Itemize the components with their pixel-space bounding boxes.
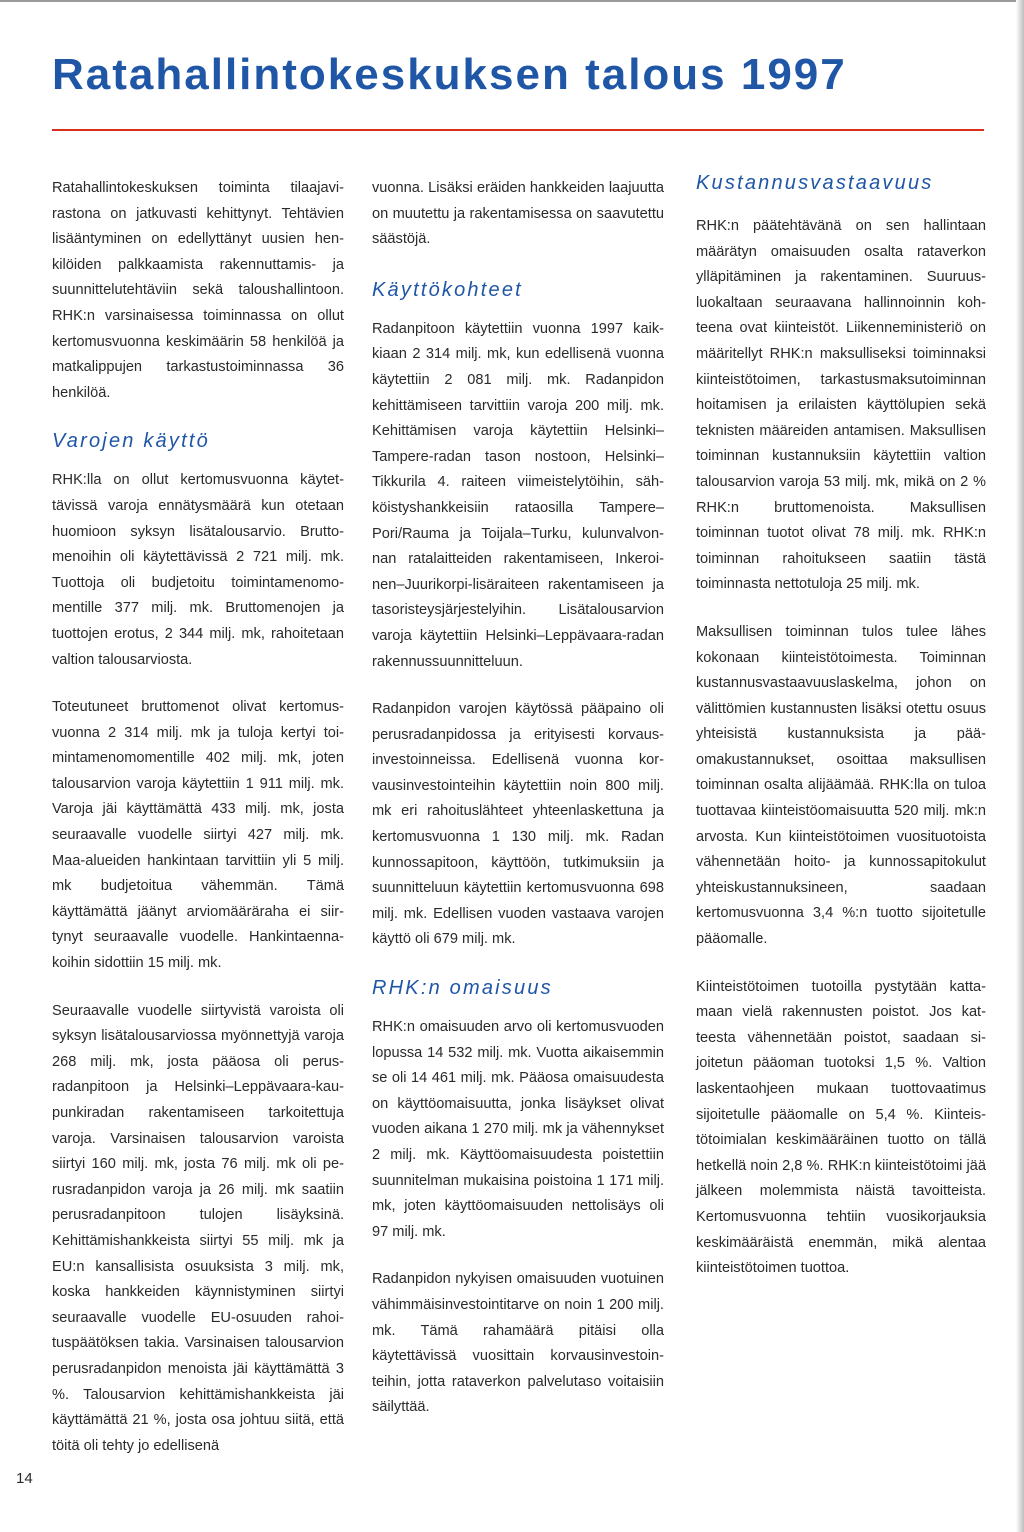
paragraph: RHK:lla on ollut kertomusvuonna käytettävissä varoja ennätysmäärä kun otetaan huomioon syksyn lisätalousarvio. Bruttomenoihin oli käytettävissä 2 721 milj. mk. Tuottoja oli budjetoitu toimintamenomomentille 377 milj. mk. Bruttomenojen ja tuottojen erotus, 2 344 milj. mk, rahoitetaan valtion talousarviosta. [52,472,344,668]
paragraph: Radanpitoon käytettiin vuonna 1997 kaikkiaan 2 314 milj. mk, kun edellisenä vuonna käytettiin 2 081 milj. mk. Radanpidon kehittämiseen tarvittiin varoja 200 milj. mk. Kehittämisen varoja käytettiin Helsinki–Tampere-radan tason nostoon, Helsinki–Tikkurila 4. raiteen viimeistelytöihin, sähköistyshankkeisiin rataosilla Tampere–Pori/Rauma ja Toijala–Turku, kulunvalvonnan ratalaitteiden rakentamiseen, Inkeroinen–Juurikorpi-lisäraiteen rakentamiseen ja tasoristeysjärjestelyihin. Lisätalousarvion varoja käytettiin Helsinki–Leppävaara-radan rakennussuunnitteluun. [372,320,664,670]
top-border-rule [0,0,1024,2]
section-heading-kayttokohteet: Käyttökohteet [372,278,523,301]
paragraph: Toteutuneet bruttomenot olivat kertomusvuonna 2 314 milj. mk ja tuloja kertyi toimintamenomomentille 402 milj. mk, joten talousarvion varoja käytettiin 1 911 milj. mk. Varoja jäi käyttämättä 433 milj. mk, josta seuraavalle vuodelle siirtyi 427 milj. mk. Maa-alueiden hankintaan tarvittiin yli 5 milj. mk budjetoitua vähemmän. Tämä käyttämättä jäänyt arviomääräraha ei siirtynyt seuraavalle vuodelle. Hankintaennakoihin sidottiin 15 milj. mk. [52,699,344,972]
intro-paragraph: Ratahallintokeskuksen toiminta tilaajavirastona on jatkuvasti kehittynyt. Tehtävien lisääntyminen on edellyttänyt uusien henkilöiden palkkaamista rakennuttamis- ja suunnittelutehtäviin sekä taloushallintoon. RHK:n varsinaisessa toiminnassa on ollut kertomusvuonna keskimäärin 58 henkilöä ja matkalippujen tarkastustoiminnassa 36 henkilöä. [52,180,344,401]
text-column-3 [696,172,986,1304]
section-heading-varojen-kaytto: Varojen käyttö [52,430,210,453]
text-column-1 [52,176,344,1481]
title-underline-rule [52,129,984,131]
section-heading-kustannusvastaavuus: Kustannusvastaavuus [696,172,934,194]
paragraph: Radanpidon varojen käytössä pääpaino oli perusradanpidossa ja erityisesti korvausinvestoinneissa. Edellisenä vuonna korvausinvestointeihin käytettiin noin 800 milj. mk eri rahoituslähteet yhteenlaskettuna ja kertomusvuonna 1 130 milj. mk. Radan kunnossapitoon, käyttöön, tutkimuksiin ja suunnitteluun käytettiin kertomusvuonna 698 milj. mk. Edellisen vuoden vastaava varojen käyttö oli 679 milj. mk. [372,701,664,948]
page-number: 14 [16,1470,33,1487]
section-heading-rhk-omaisuus: RHK:n omaisuus [372,977,553,1000]
paragraph: Seuraavalle vuodelle siirtyvistä varoista oli syksyn lisätalousarviossa myönnettyjä varoja 268 milj. mk, josta pääosa oli perusradanpitoon ja Helsinki–Leppävaara-kaupunkiradan rakentamiseen tarkoitettuja varoja. Varsinaisen talousarvion varoista siirtyi 160 milj. mk, josta 76 milj. mk oli perusradanpidon varoja ja 26 milj. mk saatiin perusradanpitoon tulojen lisäyksinä. Kehittämishankkeista siirtyi 55 milj. mk ja EU:n kansallisista osuuksista 3 milj. mk, koska hankkeiden käynnistyminen siirtyi seuraavalle vuodelle EU-osuuden rahoituspäätöksen takia. Varsinaisen talousarvion perusradanpidon menoista jäi käyttämättä 3 %. Talousarvion kehittämishankkeista jäi käyttämättä 21 %, josta osa johtuu siitä, että töitä oli tehty jo edellisenä [52,1002,344,1454]
paragraph: Radanpidon nykyisen omaisuuden vuotuinen vähimmäisinvestointitarve on noin 1 200 milj. mk. Tämä rahamäärä pitäisi olla käytettävissä vuosittain korvausinvestointeihin, jotta rataverkon palvelutaso voitaisiin säilyttää. [372,1271,664,1416]
paragraph: RHK:n päätehtävänä on sen hallintaan määrätyn omaisuuden osalta rataverkon ylläpitäminen ja rakentaminen. Suuruusluokaltaan seuraavana hallinnoinnin kohteena ovat kiinteistöt. Liikenneministeriö on määritellyt RHK:n maksulliseksi toiminnaksi kiinteistötoimen, tarkastusmaksutoiminnan hoitamisen ja erilaisten käyttölupien sekä teknisten määreiden antamisen. Maksullisen toiminnan kustannuksiin käytettiin valtion talousarvion varoja 53 milj. mk, mikä on 2 % RHK:n bruttomenoista. Maksullisen toiminnan tuotot olivat 78 milj. mk. RHK:n toiminnan rahoitukseen saatiin tästä toiminnasta nettotuloja 25 milj. mk. [696,218,986,593]
continued-paragraph: vuonna. Lisäksi eräiden hankkeiden laajuutta on muutettu ja rakentamisessa on saavutettu säästöjä. [372,180,664,248]
paragraph: RHK:n omaisuuden arvo oli kertomusvuoden lopussa 14 532 milj. mk. Vuotta aikaisemmin se oli 14 461 milj. mk. Pääosa omaisuudesta on käyttöomaisuutta, jonka lisäykset olivat vuoden aikana 1 270 milj. mk ja vähennykset 2 milj. mk. Käyttöomaisuudesta poistettiin suunnitelman mukaisina poistoina 1 171 milj. mk, joten käyttöomaisuuden nettolisäys oli 97 milj. mk. [372,1019,664,1240]
page-title: Ratahallintokeskuksen talous 1997 [52,50,847,99]
text-column-2 [372,176,664,1443]
paragraph: Kiinteistötoimen tuotoilla pystytään kattamaan vielä rakennusten poistot. Jos katteesta vähennetään poistot, saadaan sijoitetun pääoman tuotoksi 1,5 %. Valtion laskentaohjeen mukaan tuottovaatimus sijoitetulle pääomalle on 5,4 %. Kiinteistötoimialan keskimääräinen tuotto on tällä hetkellä noin 2,8 %. RHK:n kiinteistötoimi jää jälkeen molemmista näistä tavoitteista. Kertomusvuonna tehtiin vuosikorjauksia keskimääräistä enemmän, mikä alentaa kiinteistötoimen tuottoa. [696,978,986,1277]
page-edge-shadow [1016,0,1024,1532]
paragraph: Maksullisen toiminnan tulos tulee lähes kokonaan kiinteistötoimesta. Toiminnan kustannusvastaavuuslaskelma, johon on välittömien kustannusten lisäksi otettu osuus yhteisistä kustannuksista ja pääomakustannukset, osoittaa maksullisen toiminnan osalta alijäämää. RHK:lla on tuloa tuottavaa kiinteistöomaisuutta 520 milj. mk:n arvosta. Kun kiinteistötoimen vuosituotoista vähennetään hoito- ja kunnossapitokulut yhteiskustannuksineen, saadaan kertomusvuonna 3,4 %:n tuotto sijoitetulle pääomalle. [696,623,986,948]
